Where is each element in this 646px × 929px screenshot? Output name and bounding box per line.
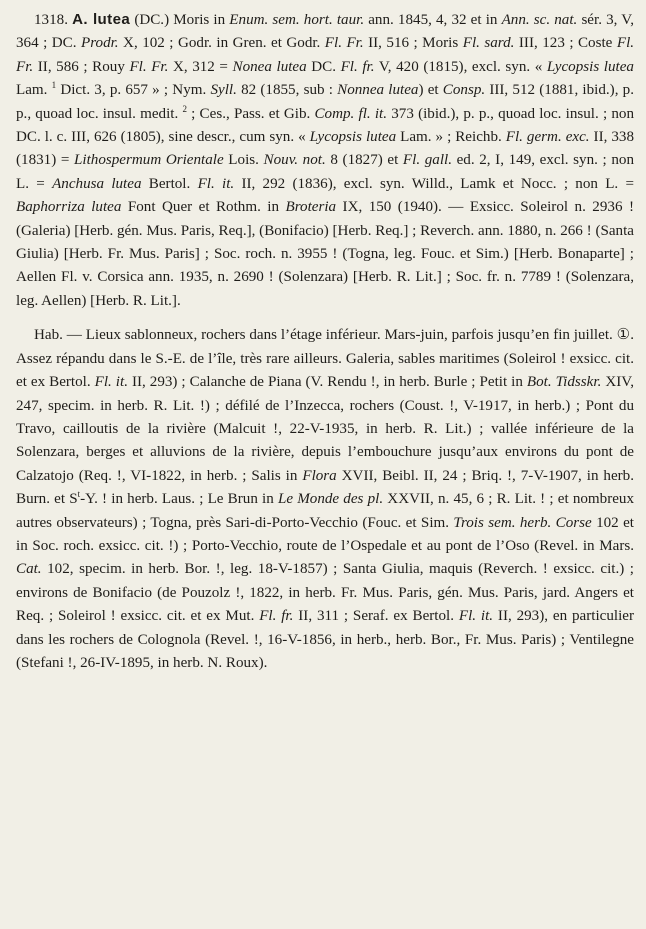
text-run: (DC.) Moris in: [130, 12, 230, 28]
italic-text: Fl. it.: [94, 374, 128, 391]
italic-text: Fl. it.: [458, 608, 494, 625]
superscript-text: t: [77, 489, 81, 500]
italic-text: Lycopsis lutea: [546, 58, 634, 75]
superscript-text: 1: [51, 80, 57, 91]
italic-text: Nouv. not.: [263, 152, 326, 169]
text-run: Bertol.: [141, 175, 198, 192]
text-run: II, 338 (1831) =: [16, 129, 635, 169]
superscript-text: 2: [182, 103, 187, 114]
text-run: 82 (1855, sub :: [236, 82, 338, 99]
italic-text: Broteria: [285, 199, 337, 216]
italic-text: Fl. Fr.: [129, 58, 169, 75]
italic-text: Syll.: [210, 82, 237, 99]
text-run: Dict. 3, p. 657 » ; Nym.: [56, 82, 211, 99]
italic-text: Enum. sem. hort. taur.: [229, 12, 365, 28]
habitat-body: [16, 327, 634, 671]
text-run: Lam.: [16, 82, 52, 99]
italic-text: Lycopsis lutea: [309, 129, 397, 146]
italic-text: Bot. Tidsskr.: [526, 374, 602, 391]
entry-body: [16, 12, 634, 309]
italic-text: Fl. gall.: [402, 152, 452, 169]
italic-text: Fl. Fr.: [324, 35, 364, 52]
italic-text: Le Monde des pl.: [277, 491, 384, 508]
italic-text: Ann. sc. nat.: [501, 12, 578, 28]
italic-text: Cat.: [16, 561, 42, 578]
text-run: Lam. » ; Reichb.: [396, 129, 506, 146]
text-run: II, 293) ; Calanche de Piana (V. Rendu !, in herb. Burle ; Petit in: [127, 374, 527, 391]
text-run: 102 et in Soc. roch. exsicc. cit. !) ; Porto-Vecchio, route de l’Ospedale et au pont de l’Oso (Revel. in Mars.: [16, 514, 634, 554]
italic-text: Nonnea lutea: [337, 82, 419, 99]
text-run: 373 (ibid.), p. p., quoad loc. insul. ; non DC. l. c. III, 626 (1805), sine descr., cum syn. «: [16, 105, 635, 146]
text-run: X, 102 ; Godr. in Gren. et Godr.: [118, 35, 325, 52]
text-run: XVII, Beibl. II, 24 ; Briq. !, 7-V-1907, in herb. Burn. et S: [16, 467, 635, 508]
text-run: II, 311 ; Seraf. ex Bertol.: [293, 608, 459, 625]
text-run: XIV, 247, specim. in herb. R. Lit. !) ; défilé de l’Inzecca, rochers (Coust. !, V-1917, in herb.) ; Pont du Travo, cailloutis de la rivière (Malcuit !, 22-V-1935, in herb. R. Lit.) ; vallée inférieure de la Solenzara, berges et alluvions de la rivière, depuis l’embouchure jusqu’aux environs du pont de Calzatojo (Req. !, VI-1822, in herb. ; Salis in: [16, 374, 634, 484]
text-run: XXVII, n. 45, 6 ; R. Lit. ! ; et nombreux autres observateurs) ; Togna, près Sari-di-Porto-Vecchio (Fouc. et Sim.: [16, 491, 635, 531]
text-run: 8 (1827) et: [325, 152, 403, 169]
italic-text: Trois sem. herb. Corse: [453, 514, 592, 531]
text-run: 102, specim. in herb. Bor. !, leg. 18-V-1857) ; Santa Giulia, maquis (Reverch. ! exsicc. cit.) ; environs de Bonifacio (de Pouzolz !, 1822, in herb. Fr. Mus. Paris, gén. Mus. Paris, jard. Angers et Req. ; Soleirol ! exsicc. cit. et ex Mut.: [16, 561, 634, 625]
text-run: III, 512 (1881, ibid.), p. p., quoad loc. insul. medit.: [16, 82, 634, 122]
text-run: DC.: [306, 58, 341, 75]
text-run: ; Ces., Pass. et Gib.: [186, 105, 315, 122]
text-run: Font Quer et Rothm. in: [121, 199, 286, 216]
text-run: V, 420 (1815), excl. syn. «: [374, 58, 547, 75]
text-run: II, 586 ; Rouy: [33, 58, 130, 75]
text-run: ) et: [418, 82, 443, 99]
italic-text: Fl. fr.: [340, 58, 375, 75]
entry-number: 1318.: [34, 12, 68, 28]
text-run: IX, 150 (1940). — Exsicc. Soleirol n. 2936 ! (Galeria) [Herb. gén. Mus. Paris, Req.], (Bonifacio) [Herb. Req.] ; Reverch. ann. 1880, n. 266 ! (Santa Giulia) [Herb. Fr. Mus. Paris] ; Soc. roch. n. 3955 ! (Togna, leg. Fouc. et Sim.) [Herb. Bonaparte] ; Aellen Fl. v. Corsica ann. 1935, n. 2690 ! (Solenzara) [Herb. R. Lit.] ; Soc. fr. n. 7789 ! (Solenzara, leg. Aellen) [Herb. R. Lit.].: [16, 199, 634, 309]
italic-text: Comp. fl. it.: [314, 105, 388, 122]
text-run: Hab. — Lieux sablonneux, rochers dans l’étage inférieur. Mars-juin, parfois jusqu’en fin juillet. ①. Assez répandu dans le S.-E. de l’île, très rare ailleurs. Galeria, sables maritimes (Soleirol ! exsicc. cit. et ex Bertol.: [16, 327, 634, 391]
italic-text: Nonea lutea: [232, 58, 307, 75]
italic-text: Fl. sard.: [462, 35, 515, 52]
species-name: A. lutea: [72, 11, 131, 28]
italic-text: Fl. fr.: [259, 608, 294, 625]
italic-text: Fl. germ. exc.: [505, 129, 590, 146]
text-run: ed. 2, I, 149, excl. syn. ; non L. =: [16, 152, 634, 192]
text-run: Lois.: [223, 152, 264, 169]
text-run: sér. 3, V, 364 ; DC.: [16, 12, 635, 52]
species-entry-paragraph: [16, 8, 634, 313]
text-run: -Y. ! in herb. Laus. ; Le Brun in: [80, 491, 278, 508]
italic-text: Prodr.: [80, 35, 119, 52]
italic-text: Fl. Fr.: [16, 35, 635, 75]
italic-text: Flora: [302, 467, 337, 484]
italic-text: Fl. it.: [197, 175, 235, 192]
text-run: II, 293), en particulier dans les rochers de Colognola (Revel. !, 16-V-1856, in herb., herb. Bor., Fr. Mus. Paris) ; Ventilegne (Stefani !, 26-IV-1895, in herb. N. Roux).: [16, 608, 635, 671]
italic-text: Consp.: [442, 82, 486, 99]
italic-text: Baphorriza lutea: [16, 199, 122, 216]
italic-text: Anchusa lutea: [52, 175, 142, 192]
text-run: X, 312 =: [168, 58, 233, 75]
text-run: II, 292 (1836), excl. syn. Willd., Lamk et Nocc. ; non L. =: [234, 175, 634, 192]
text-run: ann. 1845, 4, 32 et in: [364, 12, 502, 28]
text-run: II, 516 ; Moris: [363, 35, 463, 52]
text-run: III, 123 ; Coste: [514, 35, 617, 52]
italic-text: Lithospermum Orientale: [74, 152, 224, 169]
habitat-paragraph: [16, 324, 634, 675]
